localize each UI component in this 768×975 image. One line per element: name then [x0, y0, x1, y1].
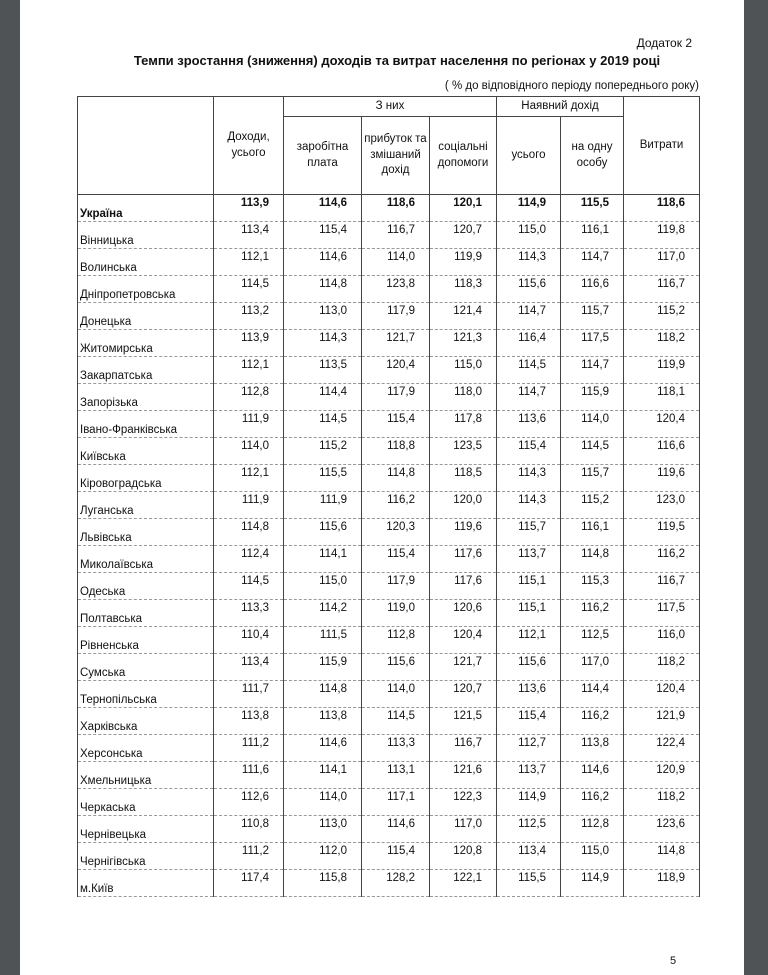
value-cell: 113,0 — [284, 816, 362, 843]
value-cell: 121,9 — [624, 708, 700, 735]
value-cell: 115,0 — [284, 573, 362, 600]
table-row — [78, 870, 700, 897]
table-row — [78, 330, 700, 357]
value-cell: 114,5 — [497, 357, 561, 384]
table-row — [78, 681, 700, 708]
region-name: Одеська — [78, 573, 214, 600]
value-cell: 113,8 — [561, 735, 624, 762]
value-cell: 112,5 — [497, 816, 561, 843]
value-cell: 114,0 — [214, 438, 284, 465]
value-cell: 114,3 — [284, 330, 362, 357]
value-cell: 115,6 — [362, 654, 430, 681]
value-cell: 112,7 — [497, 735, 561, 762]
value-cell: 112,5 — [561, 627, 624, 654]
value-cell: 119,5 — [624, 519, 700, 546]
table-row — [78, 762, 700, 789]
value-cell: 114,0 — [284, 789, 362, 816]
value-cell: 118,8 — [362, 438, 430, 465]
value-cell: 114,5 — [284, 411, 362, 438]
region-name: Чернігівська — [78, 843, 214, 870]
header-income-total: Доходи, усього — [214, 97, 284, 195]
value-cell: 113,7 — [497, 546, 561, 573]
value-cell: 111,6 — [214, 762, 284, 789]
value-cell: 113,4 — [214, 654, 284, 681]
value-cell: 115,0 — [430, 357, 497, 384]
value-cell: 119,8 — [624, 222, 700, 249]
document-page — [20, 0, 744, 975]
value-cell: 112,8 — [214, 384, 284, 411]
value-cell: 115,4 — [284, 222, 362, 249]
value-cell: 116,1 — [561, 519, 624, 546]
value-cell: 110,8 — [214, 816, 284, 843]
value-cell: 116,2 — [624, 546, 700, 573]
value-cell: 112,4 — [214, 546, 284, 573]
region-name: Сумська — [78, 654, 214, 681]
value-cell: 117,9 — [362, 573, 430, 600]
table-row — [78, 708, 700, 735]
value-cell: 114,0 — [362, 681, 430, 708]
value-cell: 114,6 — [284, 195, 362, 222]
header-wages: заробітна плата — [284, 117, 362, 195]
table-row — [78, 438, 700, 465]
table-row — [78, 492, 700, 519]
value-cell: 113,9 — [214, 330, 284, 357]
table-row — [78, 573, 700, 600]
value-cell: 118,6 — [362, 195, 430, 222]
value-cell: 120,4 — [624, 411, 700, 438]
region-name: Херсонська — [78, 735, 214, 762]
value-cell: 117,6 — [430, 546, 497, 573]
table-row — [78, 843, 700, 870]
value-cell: 116,2 — [362, 492, 430, 519]
value-cell: 114,1 — [284, 546, 362, 573]
value-cell: 115,1 — [497, 600, 561, 627]
header-disp-total: усього — [497, 117, 561, 195]
value-cell: 111,2 — [214, 735, 284, 762]
table-row — [78, 411, 700, 438]
value-cell: 118,0 — [430, 384, 497, 411]
value-cell: 111,9 — [214, 492, 284, 519]
value-cell: 128,2 — [362, 870, 430, 897]
region-name: Черкаська — [78, 789, 214, 816]
value-cell: 112,6 — [214, 789, 284, 816]
value-cell: 120,3 — [362, 519, 430, 546]
value-cell: 118,1 — [624, 384, 700, 411]
value-cell: 114,4 — [284, 384, 362, 411]
value-cell: 119,9 — [430, 249, 497, 276]
value-cell: 114,6 — [284, 249, 362, 276]
value-cell: 115,4 — [362, 411, 430, 438]
value-cell: 113,6 — [497, 681, 561, 708]
value-cell: 118,2 — [624, 789, 700, 816]
value-cell: 110,4 — [214, 627, 284, 654]
header-social: соціальні допомоги — [430, 117, 497, 195]
value-cell: 115,2 — [284, 438, 362, 465]
value-cell: 114,8 — [561, 546, 624, 573]
header-expenses: Витрати — [624, 97, 700, 195]
value-cell: 114,6 — [362, 816, 430, 843]
region-name: м.Київ — [78, 870, 214, 897]
value-cell: 114,7 — [561, 249, 624, 276]
value-cell: 115,4 — [497, 708, 561, 735]
table-row — [78, 276, 700, 303]
value-cell: 114,9 — [561, 870, 624, 897]
value-cell: 117,0 — [430, 816, 497, 843]
value-cell: 112,1 — [214, 249, 284, 276]
value-cell: 116,2 — [561, 708, 624, 735]
value-cell: 120,7 — [430, 681, 497, 708]
value-cell: 117,6 — [430, 573, 497, 600]
value-cell: 115,8 — [284, 870, 362, 897]
value-cell: 111,7 — [214, 681, 284, 708]
value-cell: 116,7 — [624, 573, 700, 600]
value-cell: 117,5 — [561, 330, 624, 357]
region-name: Закарпатська — [78, 357, 214, 384]
value-cell: 116,6 — [624, 438, 700, 465]
value-cell: 114,5 — [214, 573, 284, 600]
value-cell: 114,7 — [497, 303, 561, 330]
value-cell: 115,0 — [561, 843, 624, 870]
table-row — [78, 654, 700, 681]
value-cell: 114,4 — [561, 681, 624, 708]
value-cell: 114,8 — [624, 843, 700, 870]
header-region — [78, 97, 214, 195]
value-cell: 111,9 — [214, 411, 284, 438]
value-cell: 115,6 — [497, 654, 561, 681]
value-cell: 120,9 — [624, 762, 700, 789]
table-row — [78, 816, 700, 843]
unit-note: ( % до відповідного періоду попереднього року) — [444, 80, 699, 92]
table-row — [78, 303, 700, 330]
value-cell: 113,2 — [214, 303, 284, 330]
value-cell: 115,9 — [284, 654, 362, 681]
header-disposable: Наявний дохід — [497, 97, 624, 117]
value-cell: 113,0 — [284, 303, 362, 330]
value-cell: 116,0 — [624, 627, 700, 654]
value-cell: 118,6 — [624, 195, 700, 222]
value-cell: 114,0 — [561, 411, 624, 438]
region-name: Дніпропетровська — [78, 276, 214, 303]
region-name: Запорізька — [78, 384, 214, 411]
document-title: Темпи зростання (зниження) доходів та витрат населення по регіонах у 2019 році — [133, 53, 661, 68]
value-cell: 114,9 — [497, 195, 561, 222]
region-name: Рівненська — [78, 627, 214, 654]
value-cell: 114,6 — [561, 762, 624, 789]
value-cell: 119,9 — [624, 357, 700, 384]
value-cell: 114,5 — [362, 708, 430, 735]
value-cell: 114,3 — [497, 492, 561, 519]
region-name: Миколаївська — [78, 546, 214, 573]
value-cell: 113,4 — [497, 843, 561, 870]
value-cell: 115,4 — [362, 546, 430, 573]
value-cell: 114,2 — [284, 600, 362, 627]
value-cell: 116,7 — [362, 222, 430, 249]
value-cell: 121,6 — [430, 762, 497, 789]
value-cell: 115,5 — [561, 195, 624, 222]
page-number: 5 — [670, 955, 677, 967]
value-cell: 113,8 — [214, 708, 284, 735]
table-row-total — [78, 195, 700, 222]
value-cell: 115,2 — [624, 303, 700, 330]
region-name: Донецька — [78, 303, 214, 330]
value-cell: 122,3 — [430, 789, 497, 816]
value-cell: 113,1 — [362, 762, 430, 789]
region-name: Хмельницька — [78, 762, 214, 789]
header-per-capita: на одну особу — [561, 117, 624, 195]
value-cell: 116,6 — [561, 276, 624, 303]
value-cell: 120,4 — [430, 627, 497, 654]
table-row — [78, 789, 700, 816]
value-cell: 111,9 — [284, 492, 362, 519]
value-cell: 111,2 — [214, 843, 284, 870]
value-cell: 116,2 — [561, 600, 624, 627]
table-row — [78, 600, 700, 627]
value-cell: 116,2 — [561, 789, 624, 816]
value-cell: 113,5 — [284, 357, 362, 384]
value-cell: 115,2 — [561, 492, 624, 519]
value-cell: 115,5 — [497, 870, 561, 897]
value-cell: 114,8 — [362, 465, 430, 492]
region-name: Луганська — [78, 492, 214, 519]
value-cell: 120,6 — [430, 600, 497, 627]
value-cell: 114,8 — [284, 681, 362, 708]
table-row — [78, 519, 700, 546]
value-cell: 120,7 — [430, 222, 497, 249]
value-cell: 114,0 — [362, 249, 430, 276]
value-cell: 113,8 — [284, 708, 362, 735]
table-row — [78, 249, 700, 276]
value-cell: 123,8 — [362, 276, 430, 303]
value-cell: 116,1 — [561, 222, 624, 249]
value-cell: 117,5 — [624, 600, 700, 627]
value-cell: 114,7 — [561, 357, 624, 384]
value-cell: 117,9 — [362, 384, 430, 411]
value-cell: 118,2 — [624, 330, 700, 357]
value-cell: 115,1 — [497, 573, 561, 600]
value-cell: 112,0 — [284, 843, 362, 870]
value-cell: 120,4 — [624, 681, 700, 708]
table-row — [78, 357, 700, 384]
value-cell: 113,4 — [214, 222, 284, 249]
region-name: Київська — [78, 438, 214, 465]
value-cell: 122,1 — [430, 870, 497, 897]
value-cell: 114,8 — [214, 519, 284, 546]
value-cell: 121,5 — [430, 708, 497, 735]
value-cell: 123,5 — [430, 438, 497, 465]
value-cell: 114,3 — [497, 465, 561, 492]
table-row — [78, 735, 700, 762]
region-name: Львівська — [78, 519, 214, 546]
value-cell: 115,4 — [497, 438, 561, 465]
value-cell: 120,8 — [430, 843, 497, 870]
value-cell: 112,1 — [497, 627, 561, 654]
value-cell: 120,4 — [362, 357, 430, 384]
value-cell: 115,9 — [561, 384, 624, 411]
value-cell: 114,5 — [561, 438, 624, 465]
region-name: Волинська — [78, 249, 214, 276]
region-name: Вінницька — [78, 222, 214, 249]
value-cell: 118,3 — [430, 276, 497, 303]
value-cell: 115,7 — [561, 303, 624, 330]
value-cell: 115,3 — [561, 573, 624, 600]
value-cell: 116,4 — [497, 330, 561, 357]
value-cell: 117,0 — [561, 654, 624, 681]
value-cell: 115,5 — [284, 465, 362, 492]
regions-table — [77, 96, 700, 897]
value-cell: 120,1 — [430, 195, 497, 222]
value-cell: 121,7 — [430, 654, 497, 681]
table-row — [78, 465, 700, 492]
table-row — [78, 384, 700, 411]
value-cell: 114,6 — [284, 735, 362, 762]
header-profit: прибуток та змішаний дохід — [362, 117, 430, 195]
value-cell: 117,9 — [362, 303, 430, 330]
value-cell: 114,1 — [284, 762, 362, 789]
region-name: Кіровоградська — [78, 465, 214, 492]
region-name: Чернівецька — [78, 816, 214, 843]
value-cell: 113,3 — [362, 735, 430, 762]
value-cell: 114,3 — [497, 249, 561, 276]
value-cell: 115,6 — [284, 519, 362, 546]
value-cell: 111,5 — [284, 627, 362, 654]
region-name: Івано-Франківська — [78, 411, 214, 438]
value-cell: 116,7 — [624, 276, 700, 303]
value-cell: 115,6 — [497, 276, 561, 303]
value-cell: 113,7 — [497, 762, 561, 789]
region-name: Україна — [78, 195, 214, 222]
value-cell: 114,8 — [284, 276, 362, 303]
region-name: Харківська — [78, 708, 214, 735]
value-cell: 114,9 — [497, 789, 561, 816]
region-name: Житомирська — [78, 330, 214, 357]
value-cell: 115,7 — [497, 519, 561, 546]
value-cell: 116,7 — [430, 735, 497, 762]
value-cell: 123,0 — [624, 492, 700, 519]
value-cell: 115,7 — [561, 465, 624, 492]
value-cell: 121,3 — [430, 330, 497, 357]
value-cell: 117,0 — [624, 249, 700, 276]
header-of-which: З них — [284, 97, 497, 117]
value-cell: 119,0 — [362, 600, 430, 627]
table-row — [78, 222, 700, 249]
value-cell: 119,6 — [624, 465, 700, 492]
value-cell: 119,6 — [430, 519, 497, 546]
value-cell: 114,5 — [214, 276, 284, 303]
value-cell: 113,3 — [214, 600, 284, 627]
value-cell: 121,4 — [430, 303, 497, 330]
value-cell: 118,9 — [624, 870, 700, 897]
value-cell: 117,4 — [214, 870, 284, 897]
value-cell: 123,6 — [624, 816, 700, 843]
table-row — [78, 627, 700, 654]
region-name: Тернопільська — [78, 681, 214, 708]
value-cell: 122,4 — [624, 735, 700, 762]
value-cell: 120,0 — [430, 492, 497, 519]
value-cell: 115,4 — [362, 843, 430, 870]
value-cell: 112,1 — [214, 357, 284, 384]
value-cell: 118,2 — [624, 654, 700, 681]
value-cell: 113,6 — [497, 411, 561, 438]
value-cell: 121,7 — [362, 330, 430, 357]
value-cell: 118,5 — [430, 465, 497, 492]
value-cell: 114,7 — [497, 384, 561, 411]
value-cell: 112,8 — [561, 816, 624, 843]
value-cell: 113,9 — [214, 195, 284, 222]
region-name: Полтавська — [78, 600, 214, 627]
table-row — [78, 546, 700, 573]
value-cell: 117,8 — [430, 411, 497, 438]
value-cell: 115,0 — [497, 222, 561, 249]
value-cell: 112,8 — [362, 627, 430, 654]
addendum-label: Додаток 2 — [636, 36, 692, 50]
value-cell: 117,1 — [362, 789, 430, 816]
value-cell: 112,1 — [214, 465, 284, 492]
